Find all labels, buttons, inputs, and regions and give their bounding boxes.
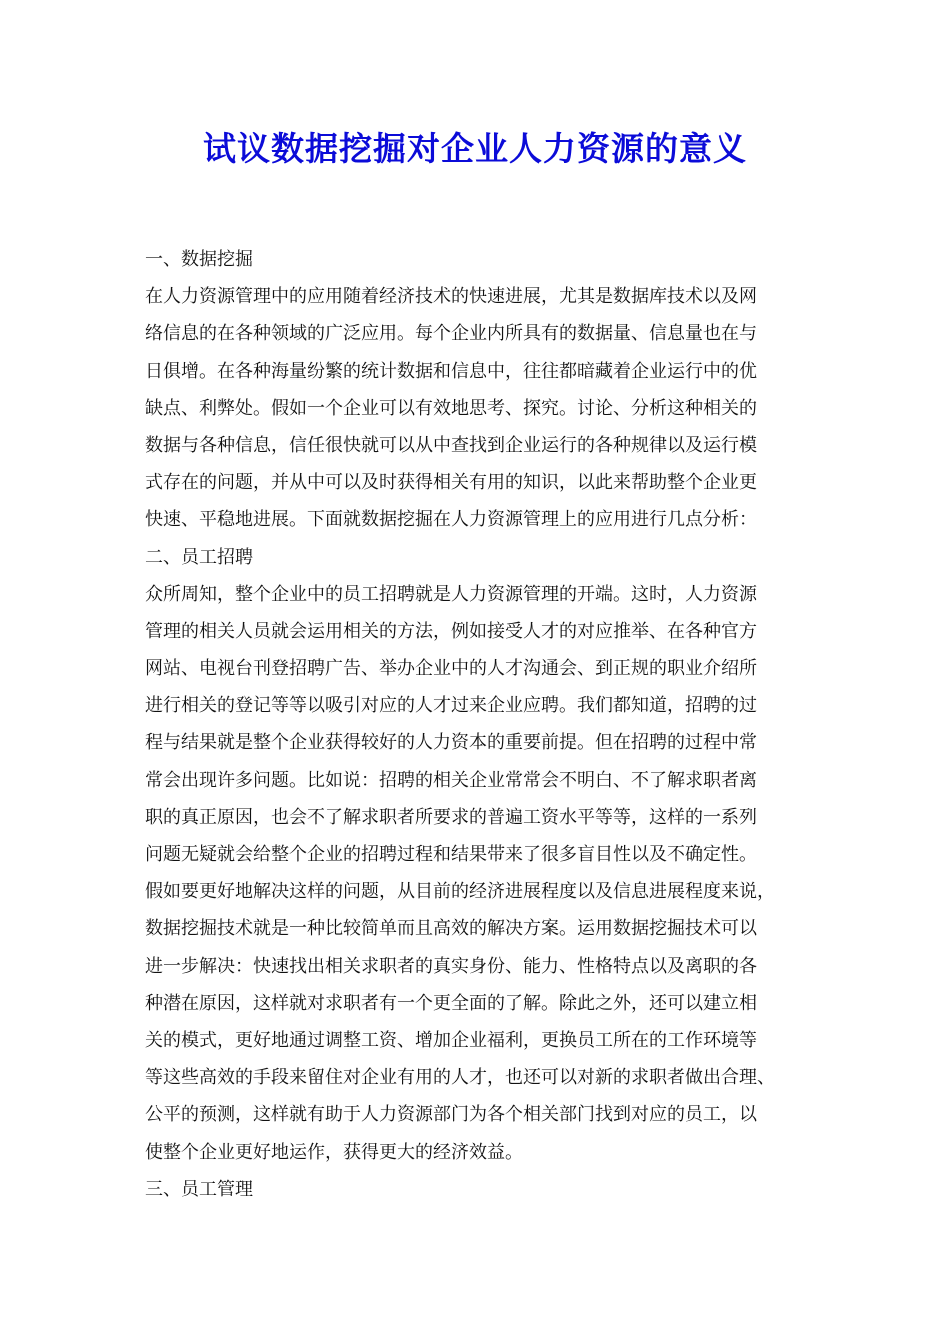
- document-body: [145, 241, 815, 1208]
- paragraph-line: 缺点、利弊处。假如一个企业可以有效地思考、探究。讨论、分析这种相关的: [145, 397, 757, 419]
- section-heading: 三、员工管理: [145, 1178, 253, 1200]
- paragraph-line: 数据挖掘技术就是一种比较简单而且高效的解决方案。运用数据挖掘技术可以: [145, 918, 757, 940]
- document-title: 试议数据挖掘对企业人力资源的意义: [203, 129, 747, 168]
- paragraph-line: 络信息的在各种领域的广泛应用。每个企业内所具有的数据量、信息量也在与: [145, 323, 757, 345]
- paragraph-line: 数据与各种信息，信任很快就可以从中查找到企业运行的各种规律以及运行模: [145, 434, 757, 456]
- paragraph-line: 进行相关的登记等等以吸引对应的人才过来企业应聘。我们都知道，招聘的过: [145, 695, 757, 717]
- paragraph-line: 公平的预测，这样就有助于人力资源部门为各个相关部门找到对应的员工，以: [145, 1104, 757, 1126]
- section-heading: 一、数据挖掘: [145, 249, 253, 270]
- paragraph-line: 进一步解决：快速找出相关求职者的真实身份、能力、性格特点以及离职的各: [145, 955, 757, 977]
- paragraph-line: 日俱增。在各种海量纷繁的统计数据和信息中，往往都暗藏着企业运行中的优: [145, 360, 757, 382]
- paragraph-line: 等这些高效的手段来留住对企业有用的人才，也还可以对新的求职者做出合理、: [145, 1067, 775, 1089]
- paragraph-line: 种潜在原因，这样就对求职者有一个更全面的了解。除此之外，还可以建立相: [145, 992, 757, 1014]
- paragraph-line: 管理的相关人员就会运用相关的方法，例如接受人才的对应推举、在各种官方: [145, 620, 757, 642]
- paragraph-line: 职的真正原因，也会不了解求职者所要求的普遍工资水平等等，这样的一系列: [145, 806, 757, 828]
- paragraph-line: 网站、电视台刊登招聘广告、举办企业中的人才沟通会、到正规的职业介绍所: [145, 658, 757, 680]
- paragraph-line: 常会出现许多问题。比如说：招聘的相关企业常常会不明白、不了解求职者离: [145, 769, 757, 791]
- section-heading: 二、员工招聘: [145, 546, 253, 568]
- paragraph-line: 式存在的问题，并从中可以及时获得相关有用的知识，以此来帮助整个企业更: [145, 472, 757, 494]
- paragraph-line: 程与结果就是整个企业获得较好的人力资本的重要前提。但在招聘的过程中常: [145, 732, 757, 754]
- paragraph-line: 问题无疑就会给整个企业的招聘过程和结果带来了很多盲目性以及不确定性。: [145, 844, 757, 865]
- paragraph-line: 众所周知，整个企业中的员工招聘就是人力资源管理的开端。这时，人力资源: [145, 583, 757, 605]
- paragraph-line: 关的模式，更好地通过调整工资、增加企业福利，更换员工所在的工作环境等: [145, 1029, 757, 1051]
- paragraph-line: 假如要更好地解决这样的问题，从目前的经济进展程度以及信息进展程度来说，: [145, 881, 775, 903]
- paragraph-line: 快速、平稳地进展。下面就数据挖掘在人力资源管理上的应用进行几点分析：: [145, 509, 757, 531]
- paragraph-line: 在人力资源管理中的应用随着经济技术的快速进展，尤其是数据库技术以及网: [145, 286, 757, 308]
- paragraph-line: 使整个企业更好地运作，获得更大的经济效益。: [145, 1141, 523, 1163]
